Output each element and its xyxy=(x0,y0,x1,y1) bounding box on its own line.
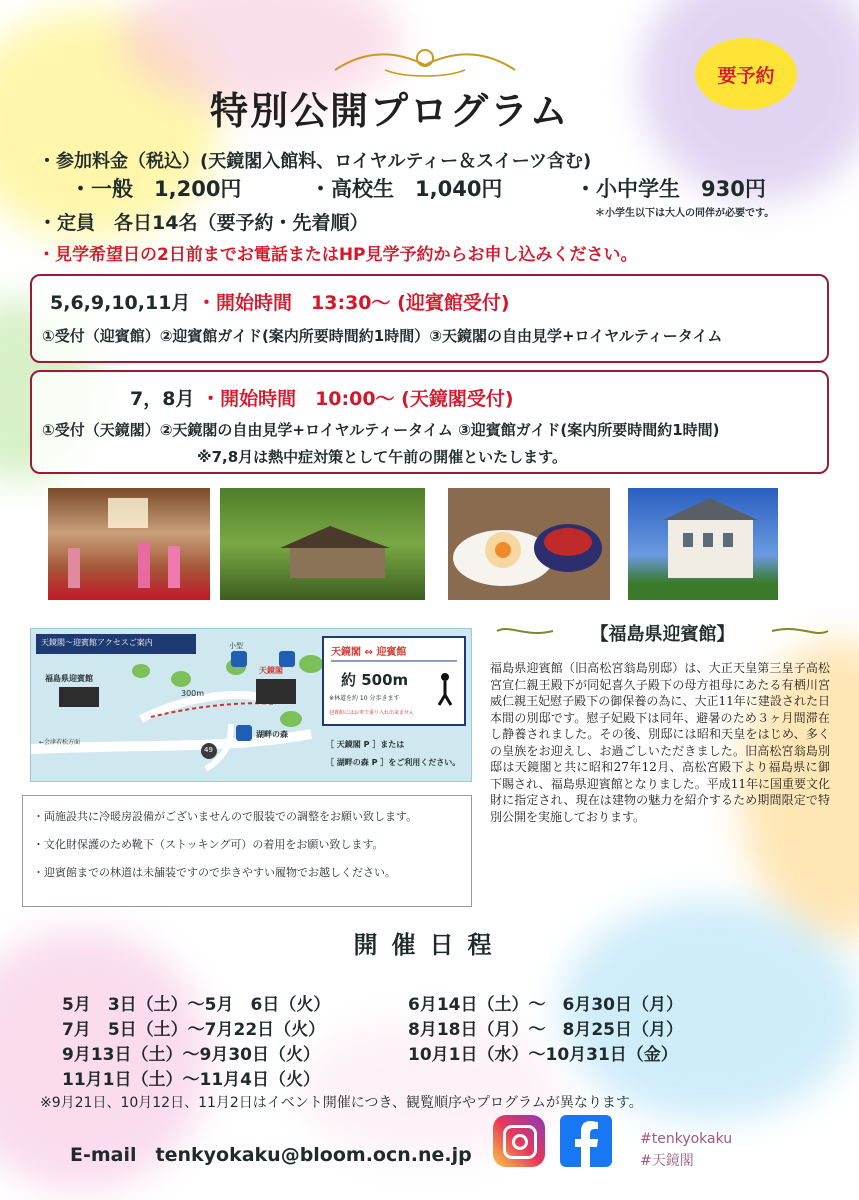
hashtag: #tenkyokaku xyxy=(640,1131,733,1147)
schedule-right-item: 10月1日（水）〜10月31日（金） xyxy=(408,1045,678,1065)
schedule-left-item: 5月 3日（土）〜5月 6日（火） xyxy=(62,995,331,1015)
schedule-title: 開催日程 xyxy=(353,931,506,959)
fee-child-note: ＊小学生以下は大人の同伴が必要です。 xyxy=(595,208,775,219)
map-parking-b: ［ 湖畔の森 P ］をご利用ください。 xyxy=(326,758,461,767)
page-title: 特別公開プログラム xyxy=(210,89,570,133)
map-route-number: 49 xyxy=(204,746,213,754)
capacity: ・定員 各日14名（要予約・先着順） xyxy=(38,212,369,234)
schedule-panel-afternoon xyxy=(30,274,829,363)
fee-highschool: ・高校生 1,040円 xyxy=(310,177,503,201)
instagram-icon[interactable] xyxy=(493,1115,545,1167)
map-label-road: ←会津若松方面 xyxy=(39,739,81,746)
schedule-footnote: ※9月21日、10月12日、11月2日はイベント開催につき、観覧順序やプログラムが異なります。 xyxy=(40,1095,643,1111)
schedule-panel-morning xyxy=(30,370,829,474)
contact-email[interactable]: E-mail tenkyokaku@bloom.ocn.ne.jp xyxy=(70,1144,472,1166)
map-label-300m: 300m xyxy=(181,689,205,698)
hashtags xyxy=(640,1128,732,1172)
photo-tea-sweets xyxy=(448,488,610,600)
about-heading: 【福島県迎賓館】 xyxy=(590,624,735,645)
map-distance: 約 500m xyxy=(341,671,409,689)
map-parking-note: 迎賓館にはお車で乗り入れ出来ません xyxy=(329,710,415,716)
panel-steps: ①受付（天鏡閣）②天鏡閣の自由見学+ロイヤルティータイム ③迎賓館ガイド(案内所要時間約1時間) xyxy=(42,421,720,439)
panel-note: ※7,8月は熱中症対策として午前の開催といたします。 xyxy=(197,448,567,466)
map-label-tenkyokaku: 天鏡閣 xyxy=(259,666,283,675)
schedule-left-item: 11月1日（土）〜11月4日（火） xyxy=(62,1070,320,1090)
schedule-right-item: 6月14日（土）〜 6月30日（月） xyxy=(408,995,683,1015)
hashtag: #天鏡閣 xyxy=(640,1153,694,1169)
map-walk-time: ※林道を約 10 分歩きます xyxy=(329,695,400,702)
reservation-badge: 要予約 xyxy=(695,38,797,110)
booking-notice: ・見学希望日の2日前までお電話またはHP見学予約からお申し込みください。 xyxy=(38,245,638,265)
access-map xyxy=(30,628,472,782)
schedule-left-item: 9月13日（土）〜9月30日（火） xyxy=(62,1045,320,1065)
fee-general: ・一般 1,200円 xyxy=(70,177,242,201)
note-item: ・迎賓館までの林道は未舗装ですので歩きやすい履物でお越しください。 xyxy=(33,866,396,879)
note-item: ・文化財保護のため靴下（ストッキング可）の着用をお願い致します。 xyxy=(33,838,384,851)
map-label-kohan: 湖畔の森 xyxy=(256,730,288,739)
ornament-icon xyxy=(325,40,525,80)
photo-interior xyxy=(48,488,210,600)
map-route-label: 天鏡閣 ⇔ 迎賓館 xyxy=(331,647,407,658)
fee-child: ・小中学生 930円 xyxy=(575,177,766,201)
facebook-icon[interactable] xyxy=(560,1115,612,1167)
map-label-small: 小型 xyxy=(229,642,243,650)
note-item: ・両施設共に冷暖房設備がございませんので服装での調整をお願い致します。 xyxy=(33,810,418,823)
panel-time: ・開始時間 13:30〜 (迎賓館受付) xyxy=(197,292,510,314)
photo-tenkyokaku xyxy=(628,488,778,600)
panel-dates: 5,6,9,10,11月 xyxy=(50,292,191,314)
about-body: 福島県迎賓館（旧高松宮翁島別邸）は、大正天皇第三皇子高松宮宣仁親王殿下が同妃喜久子殿下の母方祖母にあたる有栖川宮威仁親王妃慰子殿下の御保養の為に、大正11年に建設された日本間の別邸です。慰子妃殿下は同年、避暑のため３ヶ月間滞在し静養されました。その後、別邸には昭和天皇をはじめ、多くの皇族をお迎えし、お過ごしいただきました。旧高松宮翁島別邸は天鏡閣と共に昭和27年12月、高松宮殿下より福島県に御下賜され、福島県迎賓館となりました。平成11年に国重要文化財に指定され、現在は建物の魅力を紹介するため期間限定で特別公開を実施しております。 xyxy=(490,661,830,824)
panel-time: ・開始時間 10:00〜 (天鏡閣受付) xyxy=(201,388,514,410)
notes-box xyxy=(22,795,472,907)
schedule-left-item: 7月 5日（土）〜7月22日（火） xyxy=(62,1020,326,1040)
map-label-geihinkan: 福島県迎賓館 xyxy=(45,674,93,683)
panel-steps: ①受付（迎賓館）②迎賓館ガイド(案内所要時間約1時間）③天鏡閣の自由見学+ロイヤルティータイム xyxy=(42,327,723,345)
map-title: 天鏡閣〜迎賓館アクセスご案内 xyxy=(41,638,153,647)
schedule-right-item: 8月18日（月）〜 8月25日（月） xyxy=(408,1020,683,1040)
fee-label: ・参加料金（税込）(天鏡閣入館料、ロイヤルティー＆スイーツ含む) xyxy=(38,151,592,172)
panel-dates: 7，8月 xyxy=(130,388,195,410)
photo-villa-forest xyxy=(220,488,425,600)
map-parking-a: ［ 天鏡閣 P ］または xyxy=(326,740,405,749)
